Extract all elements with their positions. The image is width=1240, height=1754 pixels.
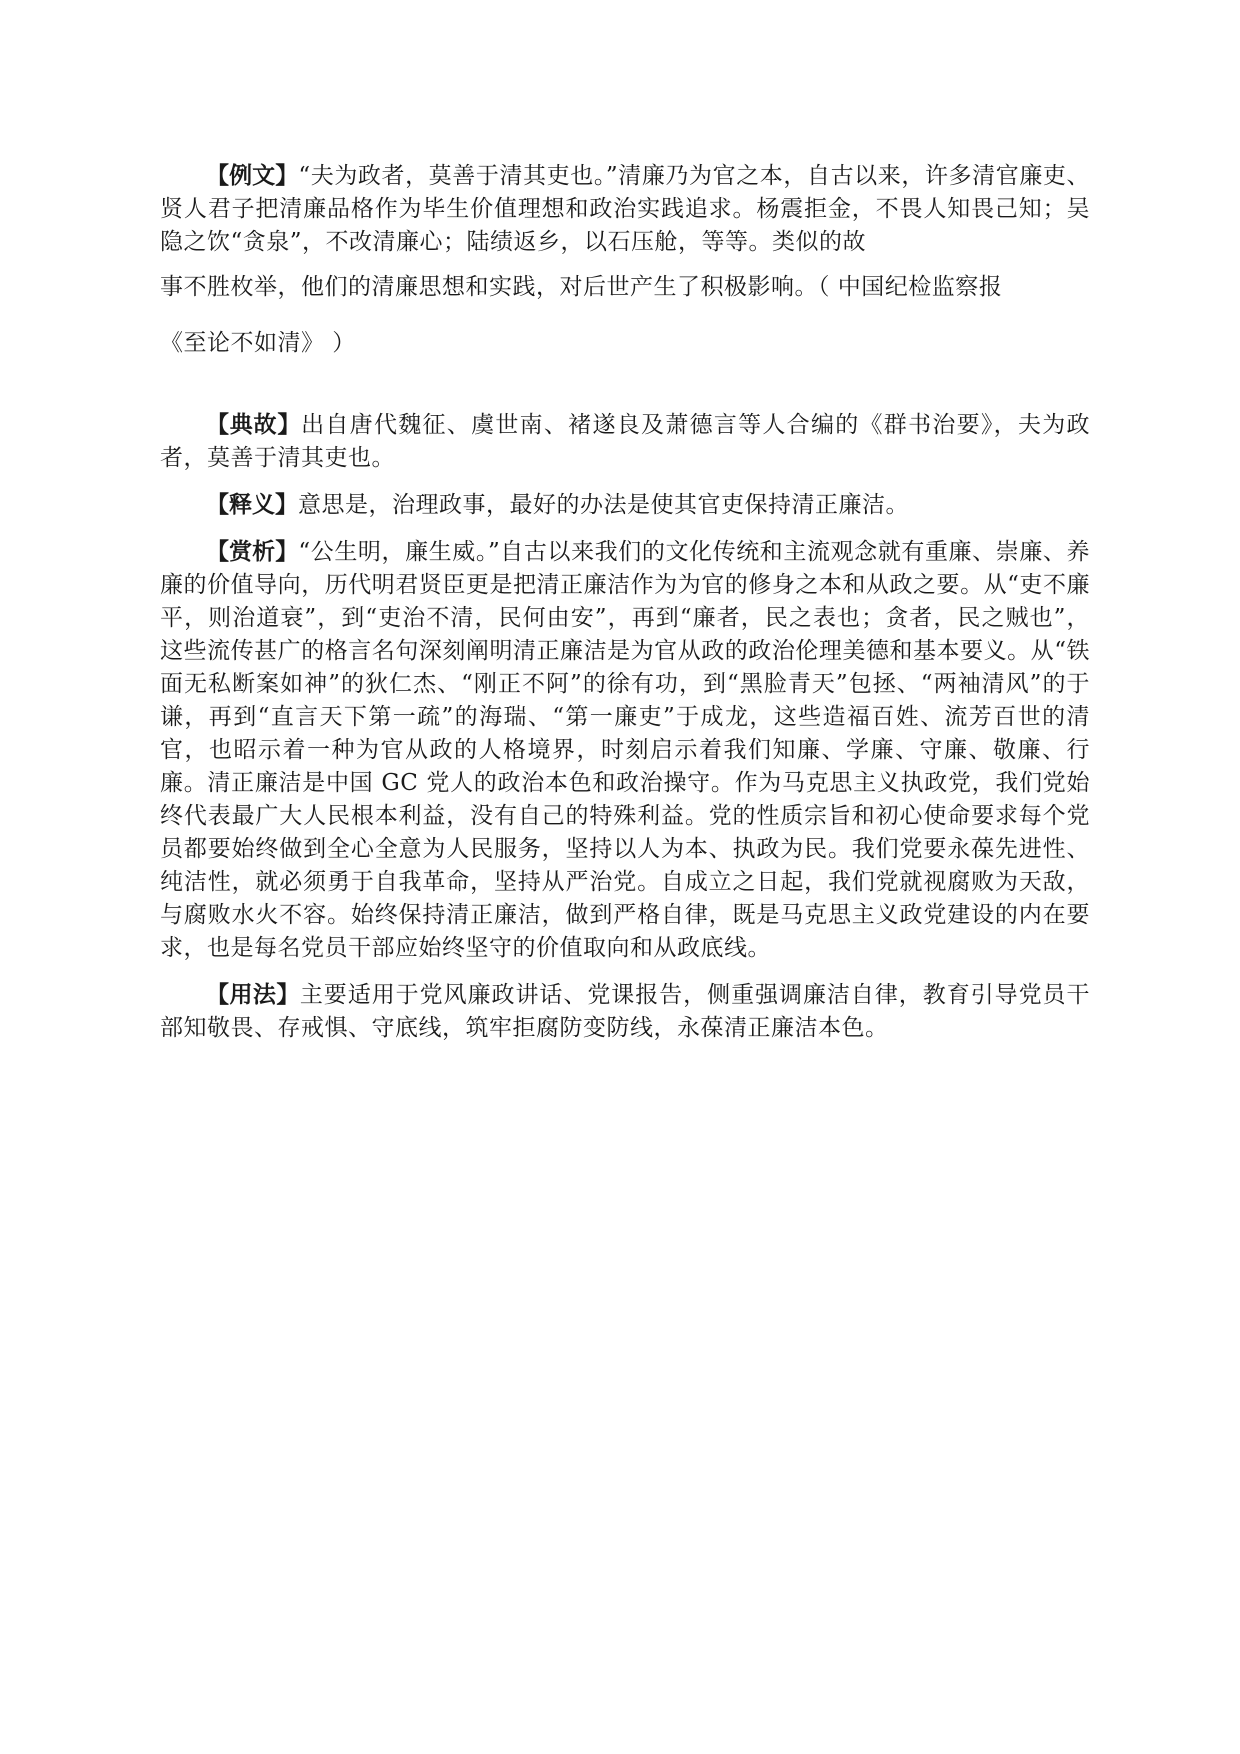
example-text: “夫为政者，莫善于清其吏也。”清廉乃为官之本，自古以来，许多清官廉吏、贤人君子把清廉品格作为毕生价值理想和政治实践追求。杨震拒金，不畏人知畏己知；吴隐之饮“贪泉”，不改清廉心；陆绩返乡，以石压舱，等等。类似的故 [160, 163, 1090, 255]
meaning-text: 意思是，治理政事，最好的办法是使其官吏保持清正廉洁。 [298, 492, 909, 518]
allusion-label: 【典故】 [206, 412, 302, 438]
example-source [160, 315, 1090, 371]
usage-label: 【用法】 [206, 982, 300, 1008]
analysis-paragraph [160, 536, 1090, 965]
example-source-line2: 《至论不如清》 ） [160, 330, 356, 356]
example-continuation [160, 259, 1090, 315]
example-label: 【例文】 [206, 163, 299, 189]
analysis-text: “公生明，廉生威。”自古以来我们的文化传统和主流观念就有重廉、崇廉、养廉的价值导向，历代明君贤臣更是把清正廉洁作为为官的修身之本和从政之要。从“吏不廉平，则治道衰”，到“吏治不清，民何由安”，再到“廉者，民之表也；贪者，民之贼也”，这些流传甚广的格言名句深刻阐明清正廉洁是为官从政的政治伦理美德和基本要义。从“铁面无私断案如神”的狄仁杰、“刚正不阿”的徐有功，到“黑脸青天”包拯、“两袖清风”的于谦，再到“直言天下第一疏”的海瑞、“第一廉吏”于成龙，这些造福百姓、流芳百世的清官，也昭示着一种为官从政的人格境界，时刻启示着我们知廉、学廉、守廉、敬廉、行廉。清正廉洁是中国 GC 党人的政治本色和政治操守。作为马克思主义执政党，我们党始终代表最广大人民根本利益，没有自己的特殊利益。党的性质宗旨和初心使命要求每个党员都要始终做到全心全意为人民服务，坚持以人为本、执政为民。我们党要永葆先进性、纯洁性，就必须勇于自我革命，坚持从严治党。自成立之日起，我们党就视腐败为天敌，与腐败水火不容。始终保持清正廉洁，做到严格自律，既是马克思主义政党建设的内在要求，也是每名党员干部应始终坚守的价值取向和从政底线。 [160, 539, 1090, 961]
document-page [160, 160, 1090, 1045]
meaning-label: 【释义】 [206, 492, 298, 518]
example-paragraph [160, 160, 1090, 259]
usage-paragraph [160, 979, 1090, 1045]
example-source-line1: （ 中国纪检监察报 [818, 274, 1003, 300]
example-text-continued: 事不胜枚举，他们的清廉思想和实践，对后世产生了积极影响。 [160, 274, 818, 300]
meaning-paragraph [160, 489, 1090, 522]
allusion-paragraph [160, 409, 1090, 475]
allusion-text: 出自唐代魏征、虞世南、褚遂良及萧德言等人合编的《群书治要》，夫为政者，莫善于清其吏也。 [160, 412, 1091, 471]
usage-text: 主要适用于党风廉政讲话、党课报告，侧重强调廉洁自律，教育引导党员干部知敬畏、存戒惧、守底线，筑牢拒腐防变防线，永葆清正廉洁本色。 [160, 982, 1091, 1041]
analysis-label: 【赏析】 [206, 539, 299, 565]
